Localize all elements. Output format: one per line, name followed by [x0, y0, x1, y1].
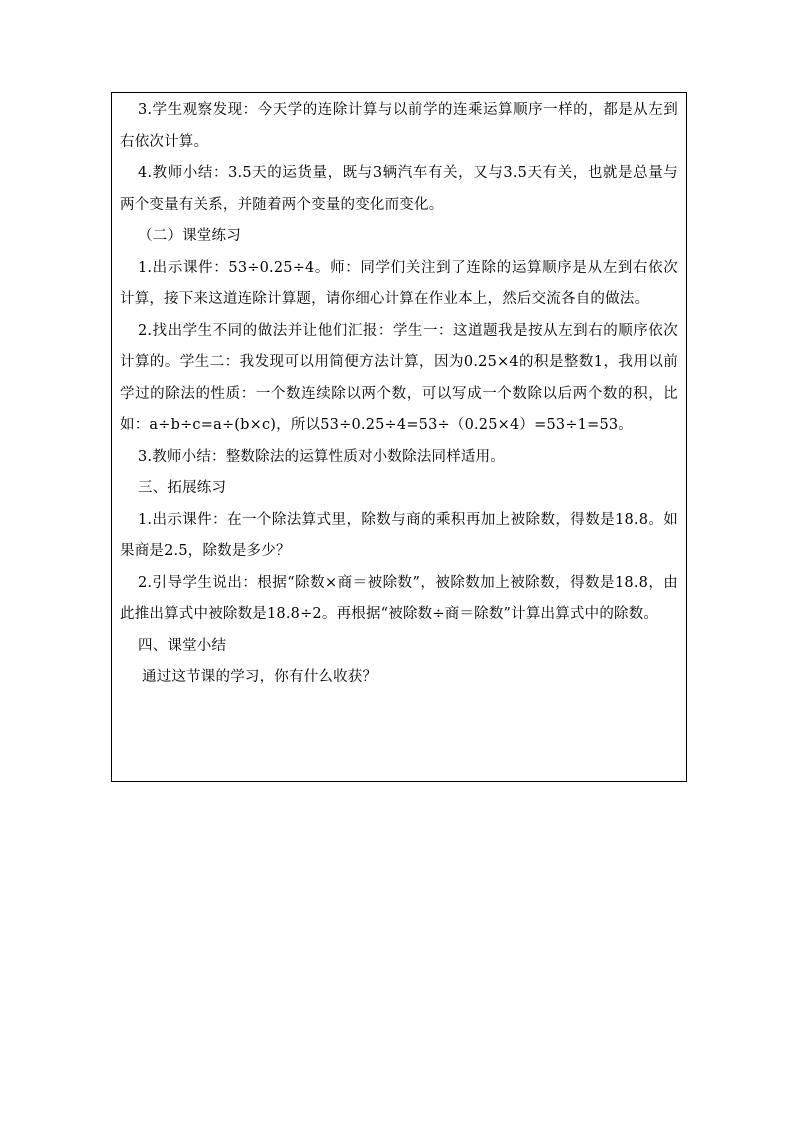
lesson-plan-table-cell: [111, 92, 687, 782]
section-heading-classroom-practice: （二）课堂练习: [138, 228, 241, 244]
paragraph-teacher-summary-2: 3.教师小结：整数除法的运算性质对小数除法同样适用。: [138, 448, 506, 465]
paragraph-student-methods: 2.找出学生不同的做法并让他们汇报：学生一：这道题我是按从左到右的顺序依次计算的。学生二：我发现可以用简便方法计算，因为0.25×4的积是整数1，我用以前学过的除法的性质：一个数连续除以两个数，可以写成一个数除以后两个数的积，比如：a÷b÷c=a÷(b×c)，所以53÷0.25÷4=53÷（0.25×4）=53÷1=53。: [120, 322, 678, 433]
paragraph-observation: 3.学生观察发现：今天学的连除计算与以前学的连乘运算顺序一样的，都是从左到右依次计算。: [120, 102, 678, 150]
paragraph-guide-students: 2.引导学生说出：根据“除数×商＝被除数”，被除数加上被除数，得数是18.8，由此推出算式中被除数是18.8÷2。再根据“被除数÷商＝除数”计算出算式中的除数。: [120, 574, 678, 622]
paragraph-closing-question: 通过这节课的学习，你有什么收获？: [142, 669, 378, 685]
paragraph-show-courseware-2: 1.出示课件：在一个除法算式里，除数与商的乘积再加上被除数，得数是18.8。如果商是2.5，除数是多少？: [120, 511, 678, 559]
section-heading-extension-practice: 三、拓展练习: [138, 480, 227, 496]
paragraph-show-courseware-1: 1.出示课件：53÷0.25÷4。师：同学们关注到了连除的运算顺序是从左到右依次计算，接下来这道连除计算题，请你细心计算在作业本上，然后交流各自的做法。: [120, 259, 678, 307]
paragraph-teacher-summary-1: 4.教师小结：3.5天的运货量，既与3辆汽车有关，又与3.5天有关，也就是总量与两个变量有关系，并随着两个变量的变化而变化。: [120, 165, 678, 213]
section-heading-class-summary: 四、课堂小结: [138, 637, 227, 654]
